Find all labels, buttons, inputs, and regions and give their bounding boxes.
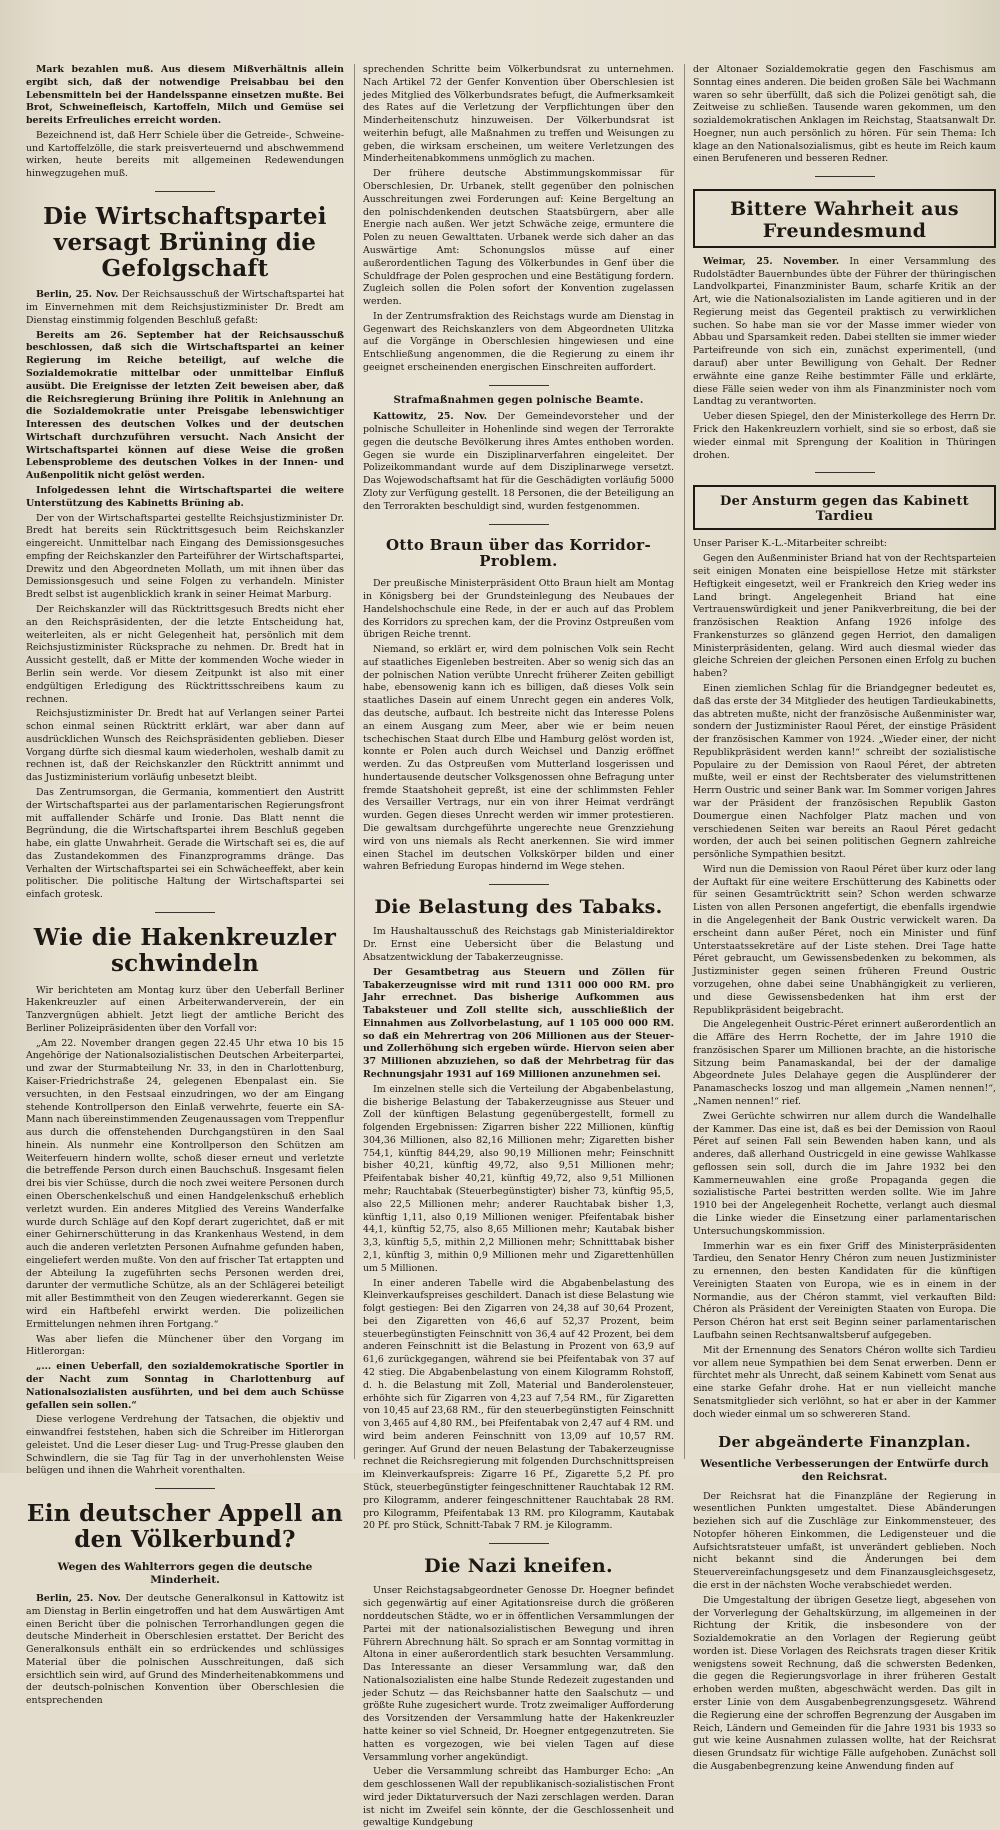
paragraph <box>363 1585 674 1764</box>
paragraph <box>363 1766 674 1830</box>
paragraph-text: Infolgedessen lehnt die Wirtschaftspartei die weitere Unterstützung des Kabinetts Brüning ab. <box>26 485 344 509</box>
paragraph <box>693 64 996 166</box>
paragraph-text: der Altonaer Sozialdemokratie gegen den Faschismus am Sonntag eines anderen. Die beiden großen Säle bei Wachmann waren so sehr überfüllt, daß sich die Polizei genötigt sah, die Zeitweise zu schließen. Tausende waren gekommen, um den sozialdemokratischen Anklagen im Reichstag, Staatsanwalt Dr. Hoegner, nun auch persönlich zu hören. Für sein Thema: Ich klage an den Nationalsozialismus, gibt es heute im Reich kaum einen Berufeneren und besseren Redner. <box>693 64 996 165</box>
article-subheadline: Wegen des Wahlterrors gegen die deutsche Minderheit. <box>57 1560 313 1586</box>
paragraph <box>693 411 996 462</box>
paragraph <box>693 1345 996 1422</box>
paragraph-text: Zwei Gerüchte schwirren nur allem durch die Wandelhalle der Kammer. Das eine ist, daß es bei der Demission von Raoul Péret auf seinen Fall sein Bewenden haben kann, und als anderes, daß allerhand Oustricgeld in eine gewisse Wahlkasse geflossen sein soll, durch die im Jahre 1932 bei den Kammerneuwahlen eine große Propaganda gegen die sozialistische Partei bestritten werden sollte. Wie im Jahre 1910 bei der Angelegenheit Rochette, verlangt auch diesmal die Linke wieder die Einsetzung einer parlamentarischen Untersuchungskommission. <box>693 1110 996 1237</box>
paragraph-text: Im einzelnen stelle sich die Verteilung der Abgabenbelastung, die bisherige Belastung der Tabakerzeugnisse aus Steuer und Zoll der künftigen Belastung gegenübergestellt, formell zu folgenden Ergebnissen: Zigarren bisher 222 Millionen, künftig 304,36 Millionen, also 82,16 Millionen mehr; Zigaretten bisher 754,1, künftig 844,29, also 90,19 Millionen mehr; Feinschnitt bisher 40,21, künftig 49,72, also 9,51 Millionen mehr; Pfeifentabak bisher 40,21, künftig 49,72, also 9,51 Millionen mehr; Rauchtabak (Steuerbegünstigter) bisher 73, künftig 95,5, also 22,5 Millionen mehr; anderer Rauchtabak bisher 1,3, künftig 1,11, also 0,19 Millionen weniger. Pfeifentabak bisher 44,1, künftig 52,75, also 8,65 Millionen mehr; Kautabak bisher 3,3, künftig 5,5, mithin 2,2 Millionen mehr; Schnitttabak bisher 2,1, künftig 3, mithin 0,9 Millionen mehr und Zigarettenhüllen um 5 Millionen. <box>363 1083 674 1274</box>
article <box>693 1434 996 1774</box>
divider-rule <box>815 472 875 473</box>
paragraph <box>26 513 344 602</box>
paragraph <box>363 1084 674 1276</box>
article <box>26 1501 344 1708</box>
article <box>26 204 344 902</box>
paragraph <box>26 1414 344 1478</box>
paragraph <box>26 1334 344 1360</box>
paragraph-text: Einen ziemlichen Schlag für die Briandgegner bedeutet es, daß das erste der 34 Mitglieder des heutigen Tardieukabinetts, das abtreten mußte, nicht der französische Außenminister war, sondern der Justizminister Raoul Péret, der einstige Präsident der französischen Kammer von 1924. „Wieder einer, der nicht Republikpräsident werden kann!“ schreibt der sozialistische Populaire zu der Demission von Raoul Péret, der abtreten mußte, weil er einst der Rechtsberater des vielumstrittenen Herrn Oustric und seiner Bank war. Im Sommer vorigen Jahres war der Präsident der französischen Republik Gaston Doumergue einen Nachfolger Platz machen und von verschiedenen Seiten war bereits an Raoul Péret gedacht worden, der auch bei seinen politischen Gegnern zahlreiche persönliche Sympathien besitzt. <box>693 682 996 861</box>
paragraph-text: Die Angelegenheit Oustric-Péret erinnert außerordentlich an die Affäre des Herrn Rochette, der im Jahre 1910 die französischen Sparer um Millionen brachte, an die historische Sitzung beim Panamaskandal, bei der der damalige Abgeordnete Jules Delahaye gegen die Ausplünderer der Panamaschecks loszog und man allgemein „Namen nennen!“, „Namen nennen!“ rief. <box>693 1019 996 1107</box>
article-headline: Bittere Wahrheit aus Freundesmund <box>730 198 959 242</box>
article-headline: Der Ansturm gegen das Kabinett Tardieu <box>720 494 969 524</box>
paragraph-text: Der preußische Ministerpräsident Otto Braun hielt am Montag in Königsberg bei der Grundsteinlegung des Neubaues der Handelshochschule eine Rede, in der er auch auf das Problem des Korridors zu sprechen kam, der die Provinz Ostpreußen vom übrigen Reiche trennt. <box>363 578 674 641</box>
paragraph-text: Wir berichteten am Montag kurz über den Ueberfall Berliner Hakenkreuzler auf einen Arbeiterwanderverein, der ein Tanzvergnügen abhielt. Jetzt liegt der amtliche Bericht des Berliner Polizeipräsidenten über den Vorfall vor: <box>26 984 344 1034</box>
article <box>363 537 674 875</box>
paragraph <box>26 1361 344 1412</box>
dateline: Berlin, 25. Nov. <box>36 289 119 301</box>
paragraph <box>26 1593 344 1708</box>
column-3 <box>684 64 996 1772</box>
dateline: Kattowitz, 25. Nov. <box>373 411 487 423</box>
paragraph-text: Wird nun die Demission von Raoul Péret über kurz oder lang der Auftakt für eine weitere Erschütterung des Kabinetts oder für seinen Gesamtrücktritt sein? Schon werden schwarze Listen von allen Personen angefertigt, die ebenfalls irgendwie in die Angelegenheit der Bank Oustric verwickelt waren. Da erscheint dann außer Péret, noch ein Minister und fünf Unterstaatssekretäre auf der Liste stehen. Drei Tage hatte Péret gebraucht, um Gewissensbedenken zu bekommen, als Justizminister gegen seinen früheren Freund Oustric vorzugehen, ohne dabei seine Unabhängigkeit zu verlieren, und diese Gewissensbedenken hat ihm erst der Republikpräsident beigebracht. <box>693 863 996 1016</box>
article <box>363 897 674 1533</box>
divider-rule <box>155 1488 215 1489</box>
paragraph-text: In einer Versammlung des Rudolstädter Bauernbundes übte der Führer der thüringischen Landvolkpartei, Finanzminister Baum, scharfe Kritik an der Art, wie die Nationalsozialisten im Lande agitieren und in der Regierung meist das Gegenteil praktisch zu verwirklichen suchen. So habe man sie vor der Masse immer wieder von Abbau und Sparsamkeit reden. Dabei stellten sie immer wieder Parteifreunde von sich ein, zunächst experimentell, (und darauf) aber unter Bewilligung von Gehalt. Der Redner erwähnte eine ganze Reihe bestimmter Fälle und erklärte, diese Fälle seien weder von ihm als Finanzminister noch vom Landtag zu verantworten. <box>693 255 996 408</box>
article <box>693 485 996 530</box>
paragraph <box>693 683 996 862</box>
paragraph-text: Das Zentrumsorgan, die Germania, kommentiert den Austritt der Wirtschaftspartei aus der parlamentarischen Regierungsfront mit auffallender Schärfe und Ironie. Das Blatt nennt die Begründung, die die Wirtschaftspartei ihrem Beschluß gegeben habe, ein glatte Unwahrheit. Gerade die Wirtschaft sei es, die auf das Zustandekommen des Finanzprogramms dränge. Das Verhalten der Wirtschaftspartei sei ein Schwächeeffekt, aber kein politischer. Die politische Haltung der Wirtschaftspartei sei einfach grotesk. <box>26 786 344 901</box>
divider-rule <box>155 912 215 913</box>
paragraph <box>693 553 996 681</box>
divider-rule <box>489 524 549 525</box>
paragraph <box>26 1038 344 1332</box>
article-headline: Die Wirtschaftspartei versagt Brüning die Gefolgschaft <box>43 203 327 282</box>
divider-rule <box>815 176 875 177</box>
dateline: Berlin, 25. Nov. <box>36 1592 121 1604</box>
paragraph <box>363 411 674 513</box>
paragraph-text: Die Umgestaltung der übrigen Gesetze liegt, abgesehen von der Vorverlegung der Gehaltskürzung, im allgemeinen in der Richtung der Kritik, die insbesondere von der Sozialdemokratie an den Vorlagen der Regierung geübt worden ist. Diese Vorlagen des Reichsrats tragen dieser Kritik wenigstens soweit Rechnung, daß die schwersten Bedenken, die gegen die Regierungsvorlage in ihrer früheren Gestalt erhoben werden mußten, abgeschwächt werden. Das gilt in erster Linie von dem Ausgabenbegrenzungsgesetz. Während die Regierung eine der schroffen Begrenzung der Ausgaben im Reich, Ländern und Gemeinden für die Jahre 1931 bis 1933 so gut wie keine Ausnahmen zulassen wollte, hat der Reichsrat diesen Grundsatz für wichtige Fälle aufgehoben. Zunächst soll die Ausgabenbegrenzung keine Anwendung finden auf <box>693 1594 996 1772</box>
paragraph-text: Was aber liefen die Münchener über den Vorgang im Hitlerorgan: <box>26 1333 344 1358</box>
article <box>26 925 344 1478</box>
paragraph-text: Unser Pariser K.-L.-Mitarbeiter schreibt: <box>693 538 887 550</box>
article-headline: Die Nazi kneifen. <box>424 1555 613 1578</box>
paragraph-text: Gegen den Außenminister Briand hat von der Rechtsparteien seit einigen Monaten eine beispiellose Hetze mit stärkster Heftigkeit eingesetzt, weil er Frankreich den Krieg weder ins Land bringt. Angelegenheit Briand hat eine Vertrauenswürdigkeit und jener Panikverbreitung, die bei der französischen Reaktion Anfang 1926 infolge des Frankensturzes so glänzend gegen Herriot, den damaligen Ministerpräsidenten, gelang. Wird auch diesmal wieder das gleiche Schreien der gleichen Personen einen Erfolg zu buchen haben? <box>693 553 996 680</box>
paragraph <box>26 787 344 902</box>
paragraph-text: sprechenden Schritte beim Völkerbundsrat zu unternehmen. Nach Artikel 72 der Genfer Konvention über Oberschlesien ist jedes Mitglied des Völkerbundsrates befugt, die Aufmerksamkeit des Rates auf die Verletzung der Verpflichtungen über den Minderheitenschutz hinzuweisen. Der Völkerbundsrat ist weiterhin befugt, alle Maßnahmen zu treffen und Weisungen zu geben, die wirksam erscheinen, um weitere Verletzungen des Minderheitenabkommens unmöglich zu machen. <box>363 64 674 165</box>
paragraph-text: Der Reichsausschuß der Wirtschaftspartei hat im Einvernehmen mit dem Reichsjustizminister Dr. Bredt am Dienstag einstimmig folgenden Beschluß gefaßt: <box>26 289 344 326</box>
paragraph <box>26 985 344 1036</box>
paragraph <box>693 864 996 1017</box>
paragraph-text: Reichsjustizminister Dr. Bredt hat auf Verlangen seiner Partei schon einmal seinen Rücktritt erklärt, war aber dann auf ausdrücklichen Wunsch des Reichspräsidenten geblieben. Dieser Vorgang dürfte sich diesmal kaum wiederholen, weshalb damit zu rechnen ist, daß der Reichskanzler den Rücktritt annimmt und das Justizministerium vorläufig unbesetzt bleibt. <box>26 708 344 784</box>
paragraph <box>363 1278 674 1534</box>
paragraph-text: „Am 22. November drangen gegen 22.45 Uhr etwa 10 bis 15 Angehörige der Nationalsozialistischen Deutschen Arbeiterpartei, und zwar der Sturmabteilung Nr. 33, in den in Charlottenburg, Kaiser-Friedrichstraße 24, gelegenen Ebenpalast ein. Sie versuchten, in den Festsaal einzudringen, wo der am Eingang stehende Kontrollperson den Einlaß verwehrte, feuerte ein SA-Mann nach übereinstimmenden Zeugenaussagen vom Treppenflur aus durch die offenstehenden Durchgangstüren in den Saal hinein. Als nunmehr eine Kontrollperson den Schützen am Weiterfeuern hindern wollte, schoß dieser erneut und verletzte die betreffende Person durch einen Bauchschuß. Insgesamt fielen drei bis vier Schüsse, durch die noch zwei weitere Personen durch einen Oberschenkelschuß und einen Handgelenkschuß erheblich verletzt wurden. Ein anderes Mitglied des Vereins Wanderfalke wurde durch Schläge auf den Kopf derart zugerichtet, daß er mit einer Gehirnerschütterung in das Krankenhaus Westend, in dem auch die anderen verletzten Personen Aufnahme gefunden haben, eingeliefert werden mußte. Von den auf frischer Tat ertappten und der Abteilung Ia zugeführten sechs Personen werden drei, darunter der vermutliche Schütze, als an der Schlägerei beteiligt mit aller Bestimmtheit von den Zeugen wiedererkannt. Gegen sie wird ein Haftbefehl erwirkt werden. Die polizeilichen Ermittelungen nehmen ihren Fortgang.“ <box>26 1037 344 1330</box>
divider-rule <box>489 1543 549 1544</box>
paragraph <box>363 168 674 309</box>
article <box>363 394 674 514</box>
paragraph <box>26 485 344 511</box>
divider-rule <box>489 385 549 386</box>
article <box>363 64 674 375</box>
paragraph <box>26 289 344 327</box>
article <box>693 256 996 463</box>
article <box>363 1556 674 1830</box>
paragraph <box>363 644 674 874</box>
paragraph <box>693 1019 996 1108</box>
paragraph-text: Der frühere deutsche Abstimmungskommissar für Oberschlesien, Dr. Urbanek, stellt gegenüber den polnischen Ausschreitungen zwei Forderungen auf: Keine Bergeltung an den polnischdenkenden deutschen Staatsbürgern, aber alle Energie nach außen. Wer jetzt Schwäche zeige, ermuntere die Polen zu neuen Gewalttaten. Urbanek werde sich daher an das Auswärtige Amt: Schonungslos müsse auf einer außerordentlichen Tagung des Völkerbundes in Genf über die Schuldfrage der Polen gesprochen und eine Bestätigung fordern. Zugleich sollen die Polen sofort der Konvention zugelassen werden. <box>363 168 674 308</box>
paragraph-text: Der deutsche Generalkonsul in Kattowitz ist am Dienstag in Berlin eingetroffen und hat dem Auswärtigen Amt einen Bericht über die polnischen Terrorhandlungen gegen die deutsche Minderheit in Oberschlesien erstattet. Der Bericht des Generalkonsuls enthält ein so erdrückendes und schlüssiges Material über die polnischen Ausschreitungen, daß sich ersichtlich sein wird, auf Grund des Minderheitenabkommens und der deutsch-polnischen Konvention über Oberschlesien die entsprechenden <box>26 1592 344 1707</box>
paragraph <box>693 256 996 409</box>
article-body <box>693 538 996 1421</box>
article <box>26 64 344 181</box>
paragraph-text: Der von der Wirtschaftspartei gestellte Reichsjustizminister Dr. Bredt hat bereits sein Rücktrittsgesuch beim Reichskanzler eingereicht. Unmittelbar nach Eingang des Demissionsgesuches empfing der Reichskanzler den Parteiführer der Wirtschaftspartei, Drewitz und den Abgeordneten Mollath, um mit ihnen über das Demissionsgesuch und seine Folgen zu verhandeln. Minister Bredt selbst ist augenblicklich krank in seiner Heimat Marburg. <box>26 512 344 601</box>
paragraph-text: Bereits am 26. September hat der Reichsausschuß beschlossen, daß sich die Wirtschaftspartei an keiner Regierung im Reiche beteiligt, auf welche die Sozialdemokratie mittelbar oder unmittelbar Einfluß ausübt. Die Ereignisse der letzten Zeit beweisen aber, daß die Reichsregierung Brüning ihre Politik in Anlehnung an die Sozialdemokratie unter Preisgabe lebenswichtiger Interessen des deutschen Volkes und der deutschen Wirtschaft durchzuführen versucht. Nach Ansicht der Wirtschaftspartei können auf diese Weise die großen Lebensprobleme des deutschen Volkes in der Innen- und Außenpolitik nicht gelöst werden. <box>26 329 344 482</box>
article-headline: Strafmaßnahmen gegen polnische Beamte. <box>393 394 644 406</box>
paragraph <box>26 64 344 128</box>
paragraph-text: Im Haushaltausschuß des Reichstags gab Ministerialdirektor Dr. Ernst eine Uebersicht über die Belastung und Absatzentwicklung der Tabakerzeugnisse. <box>363 926 674 963</box>
paragraph-text: Mit der Ernennung des Senators Chéron wollte sich Tardieu vor allem neue Sympathien bei dem Senat erwerben. Denn er fürchtet mehr als Unrecht, daß seinem Kabinett vom Senat aus eine starke Gefahr drohe. Hat er nun vielleicht manche Senatsmitglieder sich verlöhnt, so hat er aber in der Kammer doch wieder einmal um so schwereren Stand. <box>693 1344 996 1420</box>
paragraph-text: In der Zentrumsfraktion des Reichstags wurde am Dienstag in Gegenwart des Reichskanzlers von dem Abgeordneten Ulitzka auf die Vorgänge in Oberschlesien hingewiesen und eine Entschließung angenommen, die die Regierung zu einem ihr geeignet erscheinenden energischen Einschreiten auffordert. <box>363 310 674 373</box>
paragraph <box>26 708 344 785</box>
article-headline: Der abgeänderte Finanzplan. <box>718 1432 971 1451</box>
article-headline: Ein deutscher Appell an den Völkerbund? <box>26 1500 344 1553</box>
divider-rule <box>155 191 215 192</box>
article-headline: Die Belastung des Tabaks. <box>374 896 663 919</box>
paragraph-text: Der Gemeindevorsteher und der polnische Schulleiter in Hohenlinde sind wegen der Terrorakte gegen die deutsche Bevölkerung ihres Amtes enthoben worden. Gegen sie wurde ein Disziplinarverfahren eingeleitet. Der Polizeikommandant wurde auf dem Disziplinarwege versetzt. Das Wojewodschaftsamt hat für die Geschädigten vorläufig 5000 Zloty zur Verfügung gestellt. 18 Personen, die der Beteiligung an den Terrorakten beschuldigt sind, wurden festgenommen. <box>363 411 674 512</box>
paragraph <box>363 64 674 166</box>
paragraph <box>26 330 344 483</box>
dateline: Weimar, 25. November. <box>703 255 840 267</box>
column-1 <box>26 64 344 1707</box>
paragraph <box>363 311 674 375</box>
paragraph-text: Ueber die Versammlung schreibt das Hamburger Echo: „An dem geschlossenen Wall der republikanisch-sozialistischen Front wird jeder Diktaturversuch der Nazi zerschlagen werden. Daran ist nicht im Zweifel sein könnte, der die Geschlossenheit und gewaltige Kundgebung <box>363 1766 674 1829</box>
paragraph-text: Immerhin war es ein fixer Griff des Ministerpräsidenten Tardieu, den Senator Henry Chéron zum neuen Justizminister zu ernennen, den besten Kandidaten für die künftigen Vereinigten Staaten von Europa, wie es in einem in der Normandie, aus der Chéron stammt, viel verkauften Bild: Chéron als Präsident der Vereinigten Staaten von Europa. Die Person Chéron hat erst seit Beginn seiner parlamentarischen Laufbahn seinen Rechtsanwaltsberuf aufgegeben. <box>693 1240 996 1342</box>
article-headline: Otto Braun über das Korridor-Problem. <box>386 535 651 571</box>
paragraph <box>693 1595 996 1774</box>
paragraph-text: „... einen Ueberfall, den sozialdemokratische Sportler in der Nacht zum Sonntag in Charlottenburg auf Nationalsozialisten ausführten, und bei dem auch Schüsse gefallen sein sollen.“ <box>26 1361 344 1411</box>
paragraph-text: Der Reichsrat hat die Finanzpläne der Regierung in wesentlichen Punkten umgestaltet. Diese Abänderungen beziehen sich auf die Zuschläge zur Einkommensteuer, des Notopfer höheren Einkommen, die Ledigensteuer und die Aufsichtsratsteuer umfaßt, ist unverändert geblieben. Noch nicht bekannt sind die Änderungen bei dem Steuervereinfachungsgesetz und dem Finanzausgleichsgesetz, die erst in der nächsten Woche verabschiedet werden. <box>693 1490 996 1592</box>
paragraph-text: Mark bezahlen muß. Aus diesem Mißverhältnis allein ergibt sich, daß der notwendige Preisabbau bei den Lebensmitteln bei der Handelsspanne einsetzen mußte. Bei Brot, Schweinefleisch, Kartoffeln, Milch und Gemüse sei bereits Erfreuliches erreicht worden. <box>26 64 344 127</box>
paragraph-text: Der Gesamtbetrag aus Steuern und Zöllen für Tabakerzeugnisse wird mit rund 1311 000 000 RM. pro Jahr errechnet. Das bisherige Aufkommen aus Tabaksteuer und Zoll stellte sich, ausschließlich der Einnahmen aus Zollvorbelastung, auf 1 105 000 000 RM. so daß ein Mehrertrag von 206 Millionen aus der Steuer- und Zollerhöhung sich ergeben würde. Hiervon seien aber 37 Millionen abzuziehen, so daß der Mehrbetrag für das Rechnungsjahr 1931 auf 169 Millionen anzunehmen sei. <box>363 966 674 1081</box>
article <box>693 64 996 166</box>
column-2 <box>354 64 674 1829</box>
paragraph <box>693 1491 996 1593</box>
paragraph-text: Ueber diesen Spiegel, den der Ministerkollege des Herrn Dr. Frick den Hakenkreuzlern vorhielt, sind sie so erbost, daß sie wieder einmal mit Sprengung der Koalition in Thüringen drohen. <box>693 411 996 461</box>
paragraph <box>693 1241 996 1343</box>
article <box>693 189 996 248</box>
article-headline: Wie die Hakenkreuzler schwindeln <box>33 924 337 977</box>
paragraph <box>26 604 344 706</box>
article-subheadline: Wesentliche Verbesserungen der Entwürfe durch den Reichsrat. <box>700 1458 989 1484</box>
paragraph-text: Unser Reichstagsabgeordneter Genosse Dr. Hoegner befindet sich gegenwärtig auf einer Agitationsreise durch die größeren norddeutschen Städte, wo er in öffentlichen Versammlungen der Partei mit der nationalsozialistischen Bewegung und ihren Führern Abrechnung hält. So sprach er am Sonntag vormittag in Altona in einer außerordentlich stark besuchten Versammlung. Das Interessante an dieser Versammlung war, daß den Nationalsozialisten eine halbe Stunde Redezeit zugestanden und jeder Schutz — das Reichsbanner hatte den Saalschutz — und größte Ruhe zugesichert wurde. Trotz zweimaliger Aufforderung des Vorsitzenden der Versammlung hatte der Hakenkreuzler hatte keiner so viel Schneid, Dr. Hoegner entgegenzutreten. Sie hatten es vorgezogen, wie bei vielen Tagen auf diese Versammlung vorher angekündigt. <box>363 1585 674 1763</box>
paragraph <box>693 1111 996 1239</box>
paragraph <box>363 967 674 1082</box>
paragraph-text: In einer anderen Tabelle wird die Abgabenbelastung des Kleinverkaufspreises geschildert. Danach ist diese Belastung wie folgt gestiegen: Bei den Zigarren von 24,38 auf 30,64 Prozent, bei den Zigaretten von 46,6 auf 52,37 Prozent, beim steuerbegünstigten Feinschnitt von 36,4 auf 42 Prozent, bei dem anderen Feinschnitt ist die Belastung in Prozent von 63,9 auf 61,6 zurückgegangen, während sie bei Pfeifentabak von 37 auf 42 stieg. Die Abgabenbelastung von einem Kilogramm Rohstoff, d. h. die Belastung mit Zoll, Material und Banderolensteuer, erhöhte sich für Zigarren von 4,23 auf 7,54 RM., für Zigaretten von 10,45 auf 23,68 RM., für den steuerbegünstigten Feinschnitt von 3,465 auf 4,80 RM., bei Pfeifentabak von 2,47 auf 4 RM. und wird beim anderen Feinschnitt von 13,09 auf 10,57 RM. geringer. Auf Grund der neuen Belastung der Tabakerzeugnisse rechnet die Reichsregierung mit folgenden Durchschnittspreisen im Kleinverkaufspreis: Zigarre 16 Pf., Zigarette 5,2 Pf. pro Stück, steuerbegünstigter feingeschnittener Rauchtabak 12 RM. pro Kilogramm, anderer feingeschnittener Rauchtabak 28 RM. pro Kilogramm, Pfeifentabak 13 RM. pro Kilogramm, Kautabak 20 Pf. pro Stück, Schnitt-Tabak 7 RM. je Kilogramm. <box>363 1277 674 1532</box>
paragraph-text: Diese verlogene Verdrehung der Tatsachen, die objektiv und einwandfrei feststehen, haben sich die Schreiber im Hitlerorgan geleistet. Und die Leser dieser Lug- und Trug-Presse glauben den Schwindlern, die sie Tag für Tag in der unverhohlensten Weise belügen und ihnen die Wahrheit vorenthalten. <box>26 1414 344 1477</box>
divider-rule <box>489 884 549 885</box>
paragraph-text: Bezeichnend ist, daß Herr Schiele über die Getreide-, Schweine- und Kartoffelzölle, die stark preisverteuernd und abschwemmend wirken, heute bereits mit allgemeinen Redewendungen hinwegzugehen muß. <box>26 129 344 180</box>
paragraph-text: Der Reichskanzler will das Rücktrittsgesuch Bredts nicht eher an den Reichspräsidenten, der die letzte Entscheidung hat, weiterleiten, als er nicht Gelegenheit hat, persönlich mit dem Reichsjustizminister Rücksprache zu nehmen. Dr. Bredt hat in Aussicht gestellt, daß er Mitte der kommenden Woche wieder in Berlin sein werde. Vor diesem Zeitpunkt ist also mit einer endgültigen Erledigung des Rücktrittsschreibens kaum zu rechnen. <box>26 604 344 705</box>
paragraph <box>363 578 674 642</box>
paragraph <box>363 926 674 964</box>
paragraph <box>693 538 996 551</box>
paragraph-text: Niemand, so erklärt er, wird dem polnischen Volk sein Recht auf staatliches Eigenleben bestreiten. Aber so wenig sich das an der polnischen Nation verübte Unrecht früherer Zeiten gebilligt habe, ebensowenig kann ich es billigen, daß dieses Volk sein staatliches Dasein auf einem Unrecht gegen ein anderes Volk, das deutsche, aufbaut. Ich bestreite nicht das Interesse Polens an einem Ausgang zum Meer, aber wie er beim neuen tschechischen Staat durch Elbe und Hamburg gelöst worden ist, konnte er Polen auch durch Weichsel und Danzig eröffnet werden. Zu das Ostpreußen vom Mutterland losgerissen und hundertausende deutscher Volksgenossen ohne Befragung unter fremde Staatshoheit gepreßt, ist eine der schlimmsten Fehler des Versailler Vertrags, nur ein von ihrer Heimat verdrängt wurden. Gegen dieses Unrecht werden wir immer protestieren. Die gewaltsam durchgeführte ungerechte neue Grenzziehung wird von uns niemals als Recht anerkennen. Sie wird immer einen Stachel im deutschen Volkskörper bilden und einer wahren Befriedung Europas hindernd im Wege stehen. <box>363 644 674 873</box>
paragraph <box>26 130 344 181</box>
